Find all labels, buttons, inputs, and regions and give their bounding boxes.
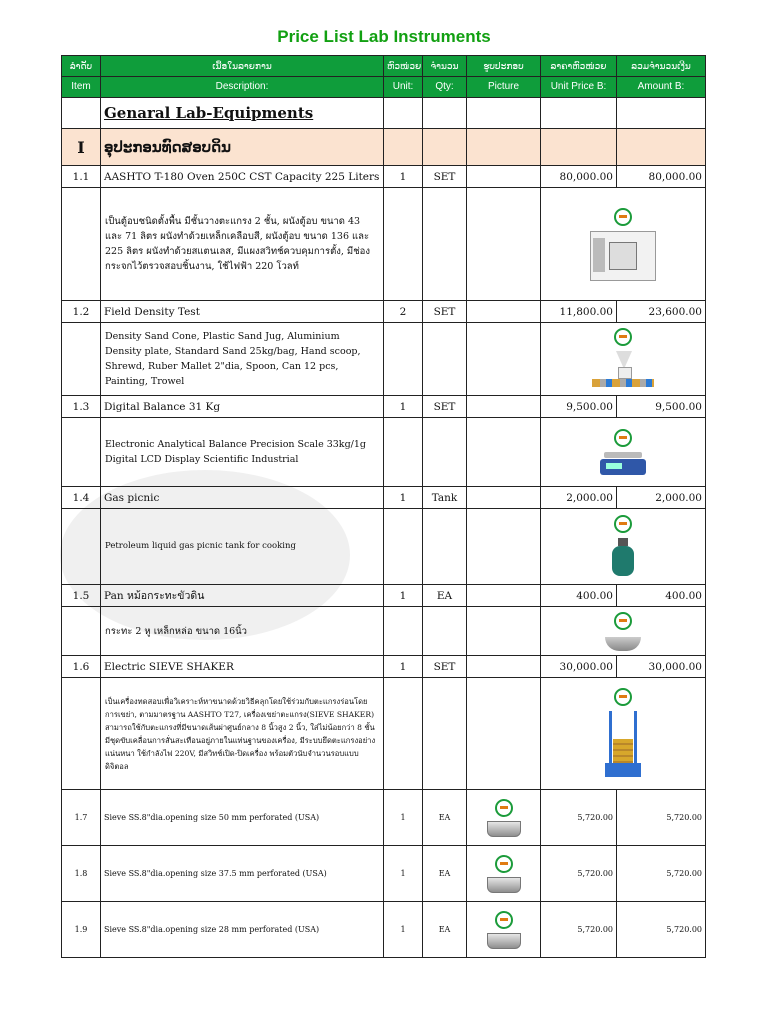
item-amount: 30,000.00 <box>617 656 706 678</box>
item-no: 1.8 <box>62 846 101 902</box>
balance-picture <box>541 418 706 487</box>
item-no: 1.2 <box>62 301 101 323</box>
item-description: Electronic Analytical Balance Precision Scale 33kg/1g Digital LCD Display Scientific Industrial <box>101 418 384 487</box>
sieve-image <box>487 877 521 893</box>
item-name: Pan หม้อกระทะขัวดิน <box>101 585 384 607</box>
table-row-detail <box>62 188 706 301</box>
item-name: Sieve SS.8"dia.opening size 37.5 mm perforated (USA) <box>101 846 384 902</box>
item-no: 1.1 <box>62 166 101 188</box>
company-logo-icon <box>614 328 632 346</box>
price-table <box>61 55 706 958</box>
item-name: Digital Balance 31 Kg <box>101 396 384 418</box>
company-logo-icon <box>614 429 632 447</box>
sieve-picture <box>467 846 541 902</box>
table-row <box>62 301 706 323</box>
item-amount: 80,000.00 <box>617 166 706 188</box>
item-unit: EA <box>423 790 467 846</box>
page-title: Price List Lab Instruments <box>277 27 491 46</box>
company-logo-icon <box>614 688 632 706</box>
item-unit: EA <box>423 902 467 958</box>
item-description: Petroleum liquid gas picnic tank for cooking <box>101 509 384 585</box>
sieve-image <box>487 821 521 837</box>
table-row-detail <box>62 607 706 656</box>
item-no: 1.4 <box>62 487 101 509</box>
header-row-lao <box>62 56 706 77</box>
item-no: 1.7 <box>62 790 101 846</box>
item-name: Gas picnic <box>101 487 384 509</box>
pan-picture <box>541 607 706 656</box>
company-logo-icon <box>495 799 513 817</box>
item-price: 5,720.00 <box>541 790 617 846</box>
section-title-row <box>62 98 706 129</box>
gas-picture <box>541 509 706 585</box>
header-qty-lao: ຈຳນວນ <box>423 56 467 77</box>
item-qty: 1 <box>384 396 423 418</box>
item-qty: 1 <box>384 585 423 607</box>
header-item: Item <box>62 77 101 98</box>
item-qty: 1 <box>384 846 423 902</box>
table-row <box>62 790 706 846</box>
table-row <box>62 166 706 188</box>
item-qty: 1 <box>384 656 423 678</box>
sand-cone-image <box>588 351 658 391</box>
item-unit: EA <box>423 585 467 607</box>
item-unit: EA <box>423 846 467 902</box>
section-subtitle-row <box>62 129 706 166</box>
table-row <box>62 656 706 678</box>
item-price: 11,800.00 <box>541 301 617 323</box>
sieve-image <box>487 933 521 949</box>
item-amount: 23,600.00 <box>617 301 706 323</box>
item-price: 5,720.00 <box>541 902 617 958</box>
item-price: 9,500.00 <box>541 396 617 418</box>
gas-tank-image <box>612 538 634 578</box>
header-desc-lao: ເນື້ອໃນລາຍການ <box>101 56 384 77</box>
item-price: 30,000.00 <box>541 656 617 678</box>
table-row <box>62 396 706 418</box>
header-price-lao: ລາຄາຫົວໜ່ວຍ <box>541 56 617 77</box>
table-row <box>62 585 706 607</box>
item-qty: 1 <box>384 166 423 188</box>
item-description: เป็นเครื่องทดสอบเพื่อวิเคราะห์หาขนาดด้วยวิธีคลุกโดยใช้ร่วมกับตะแกรงร่อนโดยการเขย่า, ตามมาตรฐาน AASHTO T27, เครื่องเขย่าตะแกรง(SIEVE SHAKER) สามารถใช้กับตะแกรงที่มีขนาดเส้นผ่าศูนย์กลาง 8 นิ้วสูง 2 นิ้ว, ใส่ไม่น้อยกว่า 8 ชั้น มีชุดขับเคลื่อนการสั่นสะเทือนอยู่ภายในแท่นฐานของเครื่อง, มีระบบยึดตะแกรงอย่างแน่นหนา ใช้กำลังไฟ 220V, มีสวิทช์เปิด-ปิดเครื่อง พร้อมตัวนับจำนวนรอบแบบดิจิตอล <box>101 678 384 790</box>
table-row-detail <box>62 509 706 585</box>
item-no: 1.3 <box>62 396 101 418</box>
item-qty: 1 <box>384 790 423 846</box>
sieve-shaker-image <box>605 711 641 779</box>
header-row <box>62 77 706 98</box>
digital-balance-image <box>598 452 648 476</box>
header-unit: Unit: <box>384 77 423 98</box>
item-no: 1.5 <box>62 585 101 607</box>
item-qty: 2 <box>384 301 423 323</box>
item-description: กระทะ 2 หู เหล็กหล่อ ขนาด 16นิ้ว <box>101 607 384 656</box>
header-price: Unit Price B: <box>541 77 617 98</box>
header-amount: Amount B: <box>617 77 706 98</box>
item-unit: SET <box>423 396 467 418</box>
item-amount: 400.00 <box>617 585 706 607</box>
section-roman: I <box>62 129 101 166</box>
section-subtitle: ອຸປະກອນທົດສອບດິນ <box>101 129 384 166</box>
table-row-detail <box>62 418 706 487</box>
sieve-picture <box>467 902 541 958</box>
company-logo-icon <box>614 208 632 226</box>
item-name: Field Density Test <box>101 301 384 323</box>
item-amount: 5,720.00 <box>617 902 706 958</box>
company-logo-icon <box>614 515 632 533</box>
item-name: AASHTO T-180 Oven 250C CST Capacity 225 Liters <box>101 166 384 188</box>
header-pic: Picture <box>467 77 541 98</box>
sieve-picture <box>467 790 541 846</box>
item-price: 80,000.00 <box>541 166 617 188</box>
item-name: Sieve SS.8"dia.opening size 28 mm perforated (USA) <box>101 902 384 958</box>
item-name: Electric SIEVE SHAKER <box>101 656 384 678</box>
sieve-shaker-picture <box>541 678 706 790</box>
item-amount: 2,000.00 <box>617 487 706 509</box>
header-qty: Qty: <box>423 77 467 98</box>
item-no: 1.9 <box>62 902 101 958</box>
item-qty: 1 <box>384 902 423 958</box>
item-amount: 9,500.00 <box>617 396 706 418</box>
company-logo-icon <box>614 612 632 630</box>
field-density-picture <box>541 323 706 396</box>
item-unit: SET <box>423 301 467 323</box>
item-amount: 5,720.00 <box>617 846 706 902</box>
pan-image <box>605 637 641 651</box>
table-row <box>62 846 706 902</box>
section-title: Genaral Lab-Equipments <box>101 98 384 129</box>
table-row-detail <box>62 678 706 790</box>
company-logo-icon <box>495 911 513 929</box>
item-price: 2,000.00 <box>541 487 617 509</box>
item-description: เป็นตู้อบชนิดตั้งพื้น มีชั้นวางตะแกรง 2 ชั้น, ผนังตู้อบ ขนาด 43 และ 71 ลิตร ผนังทำด้วยเหล็กเคลือบสี, ผนังตู้อบ ขนาด 136 และ 225 ลิตร ผนังทำด้วยสแตนเลส, มีแผงสวิทช์ควบคุมการตั้ง, มีช่องกระจกไว้ตรวจสอบชิ้นงาน, ใช้ไฟฟ้า 220 โวลท์ <box>101 188 384 301</box>
item-name: Sieve SS.8"dia.opening size 50 mm perforated (USA) <box>101 790 384 846</box>
item-unit: SET <box>423 656 467 678</box>
oven-picture <box>541 188 706 301</box>
item-qty: 1 <box>384 487 423 509</box>
item-no: 1.6 <box>62 656 101 678</box>
table-row-detail <box>62 323 706 396</box>
header-unit-lao: ຫົວໜ່ວຍ <box>384 56 423 77</box>
header-item-lao: ລຳດັບ <box>62 56 101 77</box>
item-description: Density Sand Cone, Plastic Sand Jug, Aluminium Density plate, Standard Sand 25kg/bag, Hand scoop, Shrewd, Ruber Mallet 2"dia, Spoon, Can 12 pcs, Painting, Trowel <box>101 323 384 396</box>
item-unit: SET <box>423 166 467 188</box>
header-amount-lao: ລວມຈຳນວນເງີນ <box>617 56 706 77</box>
item-amount: 5,720.00 <box>617 790 706 846</box>
table-row <box>62 487 706 509</box>
item-unit: Tank <box>423 487 467 509</box>
header-desc: Description: <box>101 77 384 98</box>
company-logo-icon <box>495 855 513 873</box>
item-price: 5,720.00 <box>541 846 617 902</box>
oven-image <box>590 231 656 281</box>
header-pic-lao: ຮູບປະກອບ <box>467 56 541 77</box>
table-row <box>62 902 706 958</box>
item-price: 400.00 <box>541 585 617 607</box>
